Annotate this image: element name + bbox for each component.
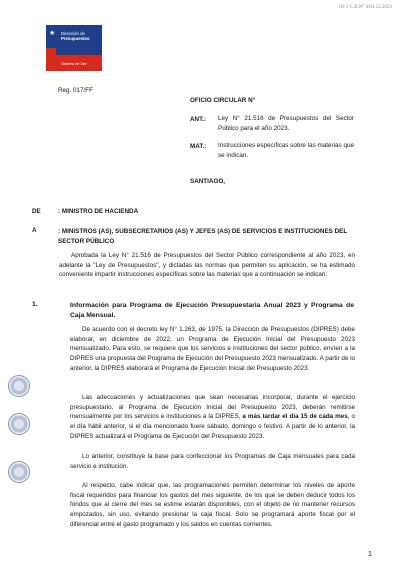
a-label: A [32, 227, 37, 234]
ant-text: Ley N° 21.516 de Presupuestos del Sector Público para el año 2023. [218, 115, 354, 132]
ant-label: ANT.: [190, 116, 207, 123]
place-line: SANTIAGO, [190, 178, 225, 185]
section-number: 1. [32, 301, 38, 308]
paragraph-adecuaciones [70, 393, 355, 442]
oficio-title: OFICIO CIRCULAR N° [190, 97, 256, 104]
paragraph-programas-caja: Lo anterior, constituye la base para confeccionar los Programas de Caja mensuales para cada servicio e institución. [70, 453, 355, 470]
a-text: : MINISTROS (AS), SUBSECRETARIOS (AS) Y JEFES (AS) DE SERVICIOS E INSTITUCIONES DEL SECTOR PÚBLICO [58, 228, 348, 245]
mat-text: Instrucciones específicas sobre las materias que se indican. [218, 142, 354, 159]
stamp-seal [8, 461, 30, 483]
de-label: DE [32, 208, 41, 215]
paragraph-decreto: De acuerdo con el decreto ley N° 1.263, de 1975, la Dirección de Presupuestos (DIPRES) debe elaborar, en diciembre de 2022, un Programa de Ejecución Inicial del Presupuesto 2023 mensualizado. Para esto, se requiere que los servicios e instituciones del sector público, envíen a la DIPRES una propuesta del Programa de Ejecución del Presupuesto 2023 mensualizado. A partir de lo anterior, la DIPRES elaborará el Programa de Ejecución Inicial del Presupuesto 2023. [70, 326, 355, 372]
logo-ministry: Gobierno de Chile [61, 62, 87, 66]
paragraph-aporte-fiscal: Al respecto, cabe indicar que, las programaciones permiten determinar los niveles de aporte fiscal requeridos para financiar los gastos del mes siguiente, de los que se deben deducir todos los fondos que al cierre del mes se estime estarán disponibles, con el objeto de no mantener recursos empozados, sin uso, evitando presionar la caja fiscal. Solo se programará aporte fiscal por el diferencial entre el gasto programado y los saldos en cuentas corrientes. [70, 482, 355, 528]
mat-label: MAT.: [190, 143, 207, 150]
stamp-seal [8, 413, 30, 435]
star-icon: ★ [49, 30, 56, 37]
stamp-seal [8, 375, 30, 397]
intro-paragraph: Aprobada la Ley N° 21.516 de Presupuestos del Sector Público correspondiente al año 2023, en adelante la "Ley de Presupuestos", y dictadas las normas que permiten su aplicación, se ha estimado conveniente impartir instrucciones específicas sobre las materias que a continuación se indican: [59, 252, 355, 279]
p3-deadline: a más tardar el día 15 de cada mes [242, 413, 348, 421]
logo-line2: Presupuestos [61, 36, 90, 41]
de-text: : MINISTRO DE HACIENDA [58, 208, 139, 215]
document-id: OF.1 C.R.N° 4/01.52.2023 [338, 5, 392, 10]
p3-part-c: , o el día hábil anterior, si el día mencionado fuere sábado, domingo o festivo. A partir de lo anterior, la DIPRES actualizará el Programa de Ejecución del Presupuesto 2023. [70, 413, 355, 440]
page-number: 1 [368, 551, 372, 558]
logo-line1: Dirección de [61, 31, 85, 36]
p3-part-a: Las adecuaciones y actualizaciones que sean necesarias incorporar, durante el ejercicio presupuestario, al Programa de Ejecución Inicial del Presupuesto 2023, deberán remitirse mensualmente por los servicios e instituciones a la DIPRES, [70, 394, 355, 421]
registry-number: Reg. 017/FF [58, 87, 93, 94]
section-title: Información para Programa de Ejecución Presupuestaria Anual 2023 y Programa de Caja Mensual. [70, 302, 354, 319]
dipres-logo [46, 25, 102, 71]
